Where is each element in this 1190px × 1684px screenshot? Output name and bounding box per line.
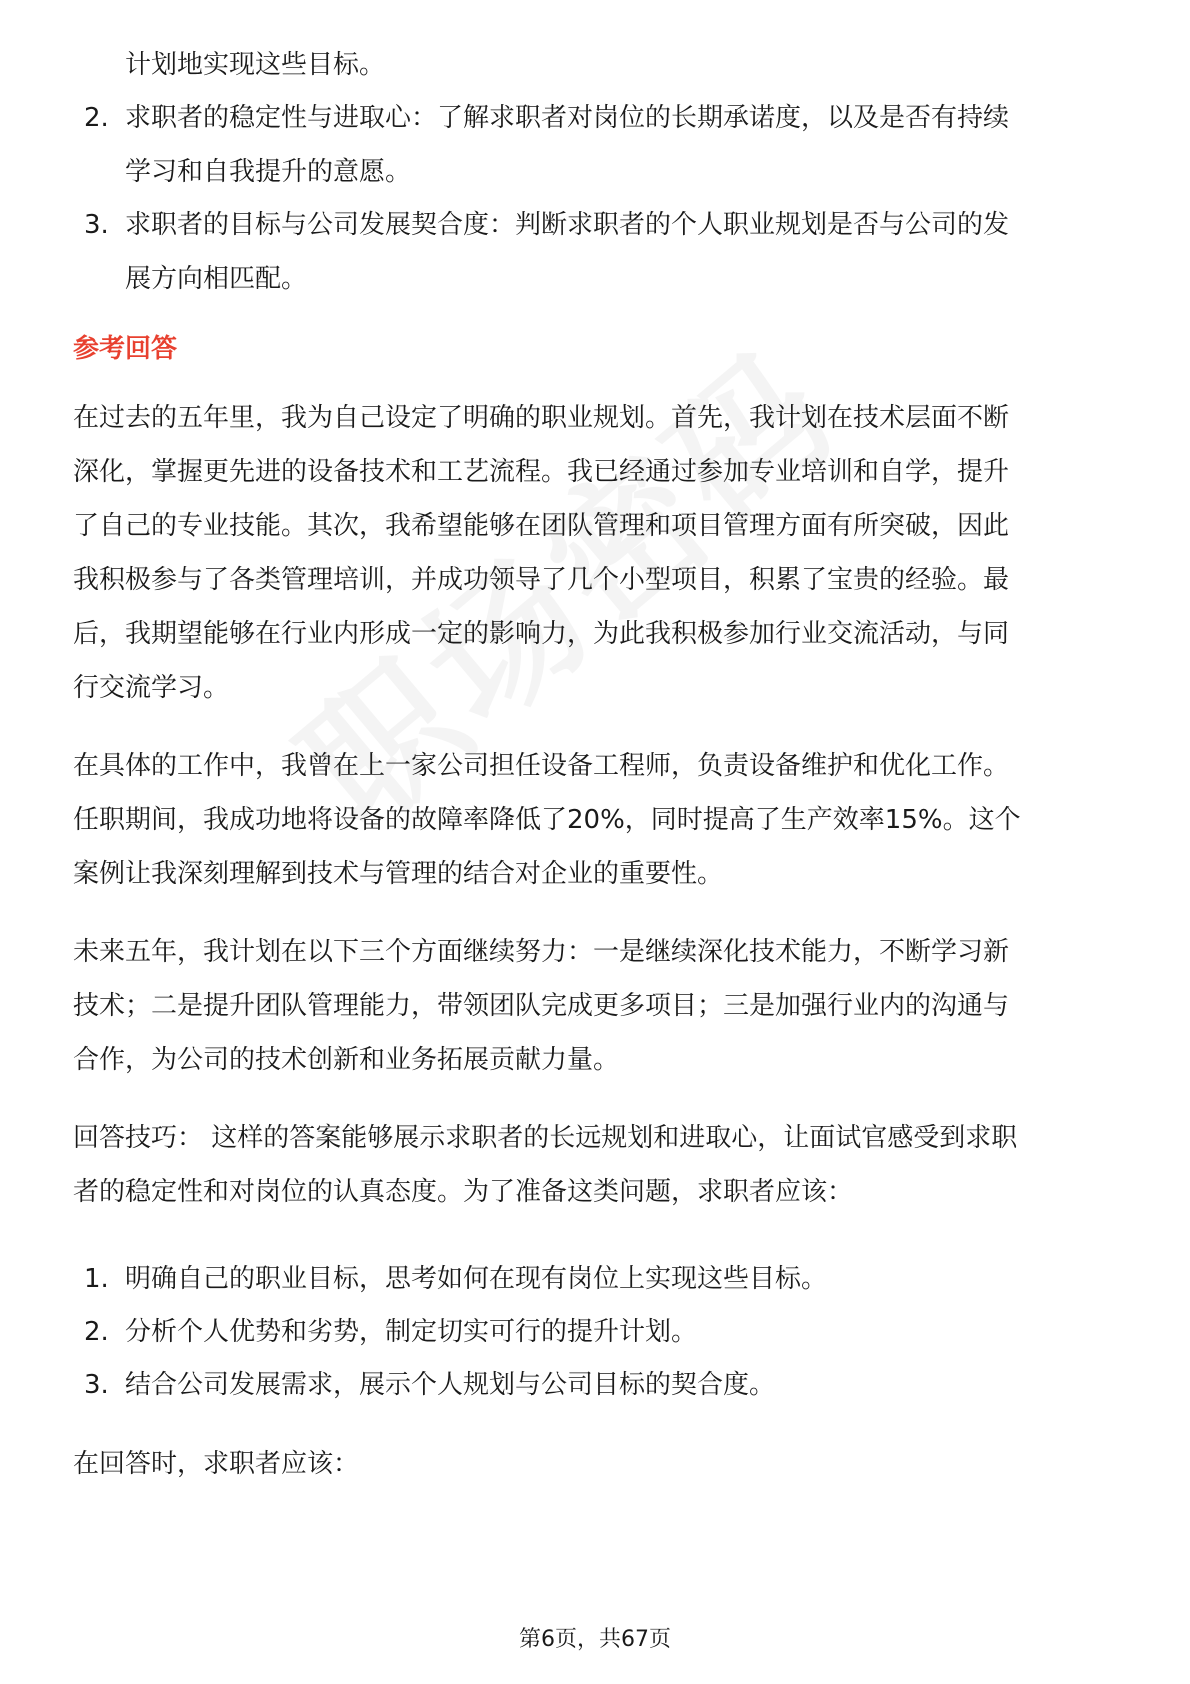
text-line: 任职期间，我成功地将设备的故障率降低了20%，同时提高了生产效率15%。这个: [73, 805, 1021, 835]
text-line: 者的稳定性和对岗位的认真态度。为了准备这类问题，求职者应该：: [73, 1177, 854, 1207]
list-number: 2.: [84, 1317, 109, 1347]
text-line: 学习和自我提升的意愿。: [125, 157, 412, 187]
list-number: 1.: [84, 1264, 109, 1294]
text-line: 案例让我深刻理解到技术与管理的结合对企业的重要性。: [73, 859, 724, 889]
section-heading: 参考回答: [73, 334, 178, 364]
text-line: 求职者的目标与公司发展契合度：判断求职者的个人职业规划是否与公司的发: [125, 210, 1010, 240]
text-line: 展方向相匹配。: [125, 264, 308, 294]
text-line: 在具体的工作中，我曾在上一家公司担任设备工程师，负责设备维护和优化工作。: [73, 751, 1010, 781]
text-line: 在过去的五年里，我为自己设定了明确的职业规划。首先，我计划在技术层面不断: [73, 403, 1010, 433]
text-line: 求职者的稳定性与进取心：了解求职者对岗位的长期承诺度，以及是否有持续: [125, 103, 1010, 133]
list-item: 明确自己的职业目标，思考如何在现有岗位上实现这些目标。: [125, 1264, 828, 1294]
text-line: 了自己的专业技能。其次，我希望能够在团队管理和项目管理方面有所突破，因此: [73, 511, 1010, 541]
text-line: 后，我期望能够在行业内形成一定的影响力，为此我积极参加行业交流活动，与同: [73, 619, 1010, 649]
page-footer: 第6页，共67页: [519, 1627, 671, 1652]
list-number: 3.: [84, 210, 109, 240]
text-line: 我积极参与了各类管理培训，并成功领导了几个小型项目，积累了宝贵的经验。最: [73, 565, 1010, 595]
text-line: 计划地实现这些目标。: [125, 50, 386, 80]
text-line: 技术；二是提升团队管理能力，带领团队完成更多项目；三是加强行业内的沟通与: [73, 991, 1010, 1021]
text-line: 深化，掌握更先进的设备技术和工艺流程。我已经通过参加专业培训和自学，提升: [73, 457, 1010, 487]
list-number: 3.: [84, 1370, 109, 1400]
list-item: 分析个人优势和劣势，制定切实可行的提升计划。: [125, 1317, 698, 1347]
list-item: 结合公司发展需求，展示个人规划与公司目标的契合度。: [125, 1370, 776, 1400]
text-line: 回答技巧： 这样的答案能够展示求职者的长远规划和进取心，让面试官感受到求职: [73, 1123, 1018, 1153]
list-number: 2.: [84, 103, 109, 133]
text-line: 在回答时，求职者应该：: [73, 1449, 360, 1479]
text-line: 未来五年，我计划在以下三个方面继续努力：一是继续深化技术能力，不断学习新: [73, 937, 1010, 967]
text-line: 行交流学习。: [73, 673, 230, 703]
text-line: 合作，为公司的技术创新和业务拓展贡献力量。: [73, 1045, 620, 1075]
